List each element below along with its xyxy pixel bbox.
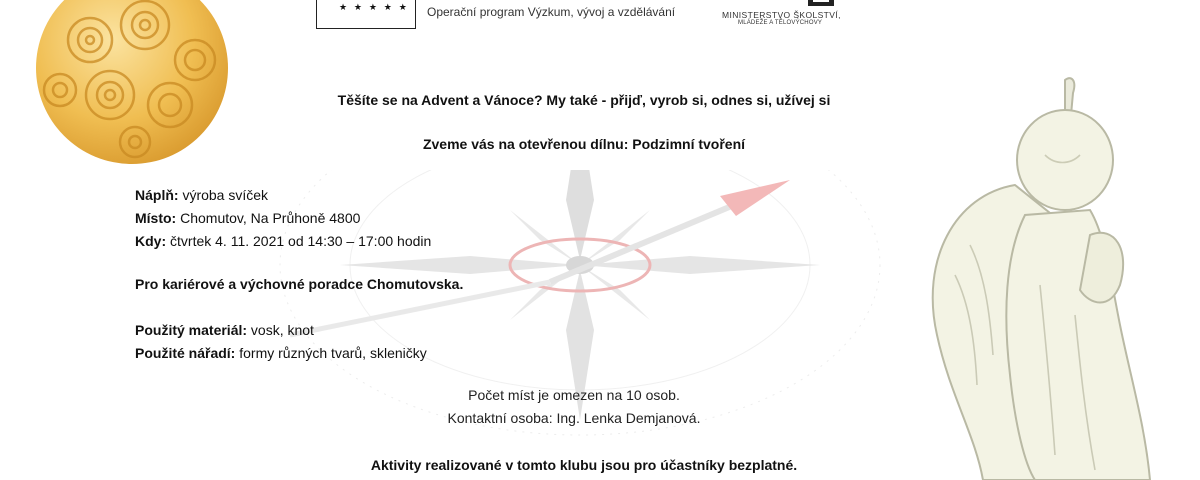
eu-flag-logo: [316, 0, 416, 29]
detail-value: vosk, knot: [247, 322, 314, 338]
detail-content: [135, 187, 268, 203]
materials-used: [135, 322, 314, 338]
detail-label: Použité nářadí:: [135, 345, 236, 361]
operational-programme-text: Operační program Výzkum, vývoj a vzdělávání: [427, 5, 676, 19]
free-of-charge-note: Aktivity realizované v tomto klubu jsou pro účastníky bezplatné.: [370, 457, 798, 473]
contact-person: Kontaktní osoba: Ing. Lenka Demjanová.: [447, 410, 701, 426]
detail-label: Použitý materiál:: [135, 322, 248, 338]
detail-label: Kdy:: [135, 233, 167, 249]
detail-location: [135, 210, 360, 226]
detail-label: Místo:: [135, 210, 177, 226]
detail-value: formy různých tvarů, skleničky: [235, 345, 427, 361]
msmt-logo-icon: [808, 0, 834, 6]
detail-value: výroba svíček: [178, 187, 269, 203]
ministry-name-line1: MINISTERSTVO ŠKOLSTVÍ,: [722, 10, 841, 20]
detail-value: Chomutov, Na Průhoně 4800: [176, 210, 361, 226]
workshop-invitation: Zveme vás na otevřenou dílnu: Podzimní tvoření: [422, 136, 746, 152]
detail-label: Náplň:: [135, 187, 179, 203]
tools-used: [135, 345, 427, 361]
eu-stars-icon: ★ ★ ★ ★ ★: [339, 3, 409, 13]
ministry-name-line2: MLÁDEŽE A TĚLOVÝCHOVY: [738, 20, 823, 26]
detail-date: [135, 233, 431, 249]
flyer-headline: Těšíte se na Advent a Vánoce? My také - přijď, vyrob si, odnes si, užívej si: [337, 92, 831, 108]
detail-value: čtvrtek 4. 11. 2021 od 14:30 – 17:00 hodin: [166, 233, 432, 249]
capacity-note: Počet míst je omezen na 10 osob.: [468, 387, 680, 403]
target-audience: Pro kariérové a výchovné poradce Chomutovska.: [135, 276, 464, 292]
